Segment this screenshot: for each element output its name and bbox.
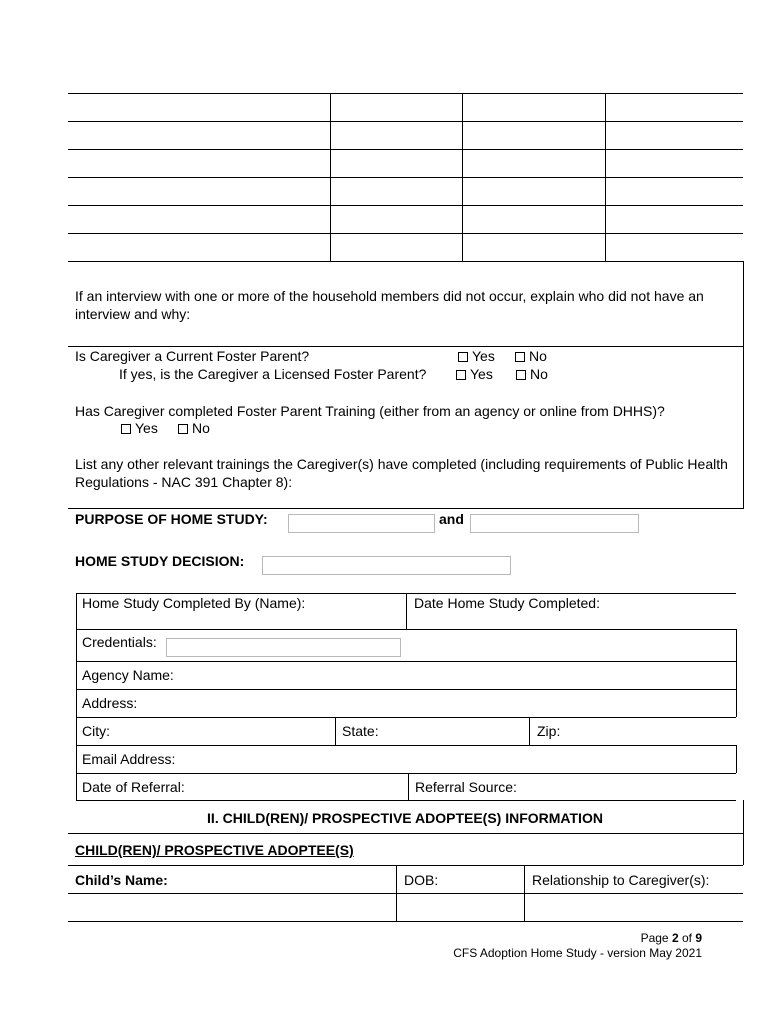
- zip-label: Zip:: [537, 723, 561, 739]
- table-rule: [76, 629, 736, 630]
- current-foster-question: Is Caregiver a Current Foster Parent?: [75, 348, 310, 364]
- table-col-divider: [330, 93, 331, 261]
- checkbox-icon[interactable]: [121, 424, 131, 434]
- email-label: Email Address:: [82, 751, 176, 767]
- current-foster-yes[interactable]: Yes: [458, 347, 495, 365]
- table-rule: [68, 893, 743, 894]
- col-dob: DOB:: [404, 872, 439, 888]
- table-left-border: [76, 593, 77, 800]
- table-rule: [76, 800, 736, 801]
- referral-source-label: Referral Source:: [415, 779, 517, 795]
- table-rule: [76, 745, 736, 746]
- col-child-name: Child’s Name:: [75, 872, 168, 888]
- page-number: Page 2 of 9: [640, 931, 702, 945]
- checkbox-icon[interactable]: [458, 352, 468, 362]
- table-rule: [76, 661, 736, 662]
- table-right-border: [736, 629, 737, 717]
- training-no[interactable]: No: [178, 419, 210, 437]
- table-rule: [68, 921, 743, 922]
- date-completed-label: Date Home Study Completed:: [414, 595, 600, 611]
- licensed-foster-no[interactable]: No: [516, 365, 548, 383]
- table-rule: [68, 205, 743, 206]
- section-divider: [68, 833, 743, 834]
- agency-label: Agency Name:: [82, 667, 174, 683]
- credentials-label: Credentials:: [82, 634, 157, 650]
- table-rule: [76, 717, 736, 718]
- section-divider: [68, 508, 743, 509]
- purpose-label: PURPOSE OF HOME STUDY:: [75, 511, 268, 527]
- interview-question: If an interview with one or more of the household members did not occur, explain who did not have an interview and why:: [75, 288, 704, 322]
- table-rule: [68, 149, 743, 150]
- checkbox-icon[interactable]: [516, 370, 526, 380]
- purpose-and: and: [439, 511, 464, 527]
- date-referral-label: Date of Referral:: [82, 779, 185, 795]
- other-trainings-question: List any other relevant trainings the Caregiver(s) have completed (including requirements of Public Health Regulations - NAC 391 Chapter 8):: [75, 456, 728, 490]
- table-rule: [68, 177, 743, 178]
- table-col-divider: [335, 717, 336, 745]
- table-col-divider: [408, 773, 409, 800]
- completed-by-label: Home Study Completed By (Name):: [82, 595, 306, 611]
- table-rule: [76, 689, 736, 690]
- table-col-divider: [529, 717, 530, 745]
- credentials-field[interactable]: [166, 638, 401, 657]
- purpose-field-1[interactable]: [288, 514, 435, 533]
- table-right-border: [736, 745, 737, 773]
- decision-field[interactable]: [262, 556, 511, 575]
- table-rule: [76, 773, 736, 774]
- version-note: CFS Adoption Home Study - version May 2021: [453, 946, 702, 960]
- training-yes[interactable]: Yes: [121, 419, 158, 437]
- state-label: State:: [342, 723, 379, 739]
- training-question: Has Caregiver completed Foster Parent Training (either from an agency or online from DHHS)?: [75, 403, 665, 419]
- table-col-divider: [406, 593, 407, 629]
- decision-label: HOME STUDY DECISION:: [75, 553, 245, 569]
- table-col-divider: [605, 93, 606, 261]
- checkbox-icon[interactable]: [178, 424, 188, 434]
- table-rule: [68, 233, 743, 234]
- section2-heading: II. CHILD(REN)/ PROSPECTIVE ADOPTEE(S) INFORMATION: [207, 810, 603, 826]
- licensed-foster-question: If yes, is the Caregiver a Licensed Foster Parent?: [119, 366, 427, 382]
- section2-subheading: CHILD(REN)/ PROSPECTIVE ADOPTEE(S): [75, 842, 354, 858]
- table-col-divider: [462, 93, 463, 261]
- table-rule: [68, 261, 743, 262]
- col-relationship: Relationship to Caregiver(s):: [532, 872, 710, 888]
- checkbox-icon[interactable]: [515, 352, 525, 362]
- current-foster-no[interactable]: No: [515, 347, 547, 365]
- purpose-field-2[interactable]: [470, 514, 639, 533]
- licensed-foster-yes[interactable]: Yes: [456, 365, 493, 383]
- table-rule: [68, 121, 743, 122]
- city-label: City:: [82, 723, 110, 739]
- box-right-border: [743, 261, 744, 509]
- table-rule: [68, 93, 743, 94]
- address-label: Address:: [82, 695, 138, 711]
- table-rule: [68, 865, 743, 866]
- checkbox-icon[interactable]: [456, 370, 466, 380]
